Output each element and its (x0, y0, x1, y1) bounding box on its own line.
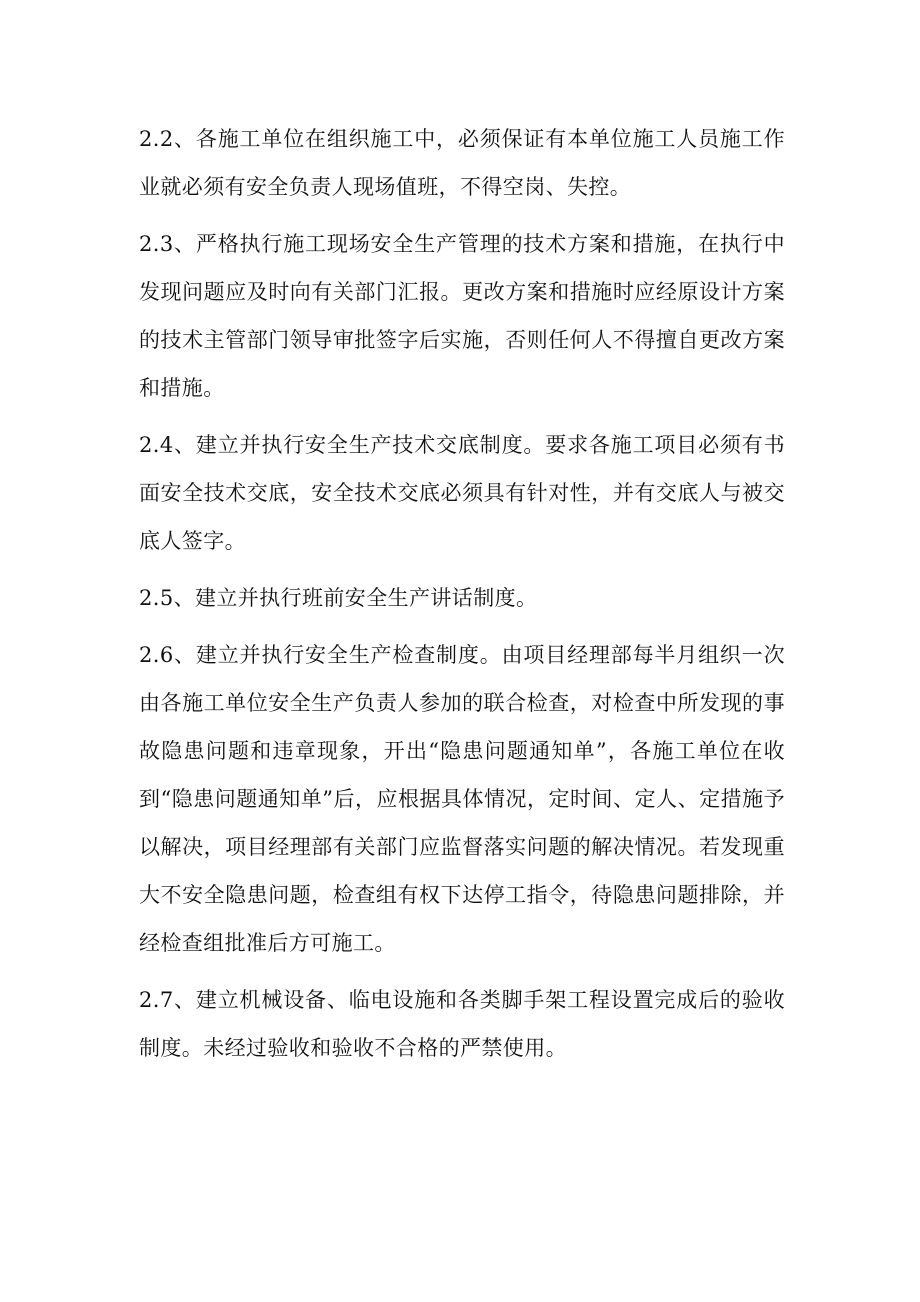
paragraph-2-6: 2.6、建立并执行安全生产检查制度。由项目经理部每半月组织一次由各施工单位安全生产负责人参加的联合检查，对检查中所发现的事故隐患问题和违章现象，开出“隐患问题通知单”，各施工单位在收到“隐患问题通知单”后，应根据具体情况，定时间、定人、定措施予以解决，项目经理部有关部门应监督落实问题的解决情况。若发现重大不安全隐患问题，检查组有权下达停工指令，待隐患问题排除，并经检查组批准后方可施工。 (139, 643, 785, 955)
paragraph-2-3: 2.3、严格执行施工现场安全生产管理的技术方案和措施，在执行中发现问题应及时向有关部门汇报。更改方案和措施时应经原设计方案的技术主管部门领导审批签字后实施，否则任何人不得擅自更改方案和措施。 (139, 232, 785, 400)
paragraph-2-5: 2.5、建立并执行班前安全生产讲话制度。 (139, 586, 538, 610)
paragraph-2-7: 2.7、建立机械设备、临电设施和各类脚手架工程设置完成后的验收制度。未经过验收和验收不合格的严禁使用。 (139, 988, 785, 1060)
document-body (139, 115, 785, 1081)
paragraph-2-4: 2.4、建立并执行安全生产技术交底制度。要求各施工项目必须有书面安全技术交底，安全技术交底必须具有针对性，并有交底人与被交底人签字。 (139, 433, 785, 553)
paragraph-2-2: 2.2、各施工单位在组织施工中，必须保证有本单位施工人员施工作业就必须有安全负责人现场值班，不得空岗、失控。 (139, 127, 785, 199)
